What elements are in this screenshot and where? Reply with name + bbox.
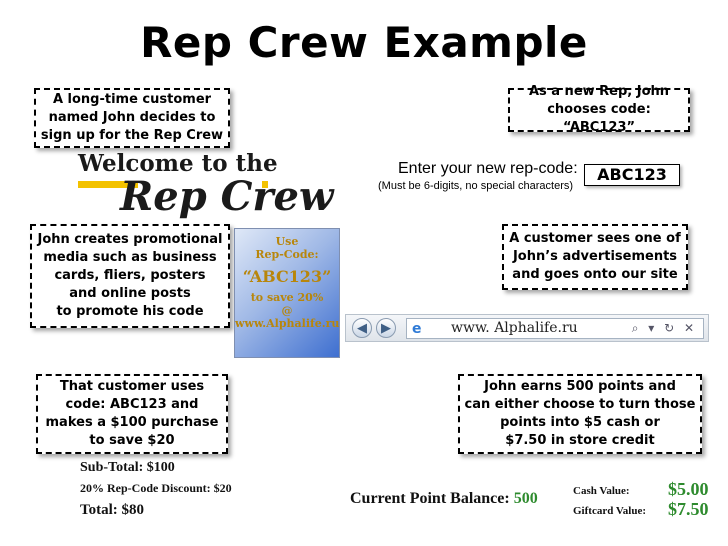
step-box-choose-code xyxy=(508,84,690,135)
repcode-prompt: Enter your new rep-code: xyxy=(398,160,578,177)
cash-value-label: Cash Value: xyxy=(573,485,630,497)
box-line: cards, fliers, posters xyxy=(54,268,206,283)
welcome-logo-line1: Welcome to the xyxy=(78,150,278,177)
flyer-code: “ABC123” xyxy=(242,267,332,286)
step-box-promote xyxy=(30,224,230,328)
box-line: John creates promotional xyxy=(37,232,223,247)
box-line: makes a $100 purchase xyxy=(45,415,219,430)
back-icon[interactable]: ◀ xyxy=(352,318,372,338)
step-box-customer-visit xyxy=(502,224,688,290)
box-line: chooses code: “ABC123” xyxy=(547,102,651,135)
box-line: sign up for the Rep Crew xyxy=(40,128,224,143)
flyer-line: to save 20% xyxy=(250,291,324,304)
box-line: named John decides to xyxy=(48,110,216,125)
box-line: and online posts xyxy=(69,286,191,301)
giftcard-value-label: Giftcard Value: xyxy=(573,505,647,517)
giftcard-value: $7.50 xyxy=(668,499,709,519)
point-balance-value: 500 xyxy=(513,490,538,507)
browser-address-bar xyxy=(345,314,709,342)
box-line: points into $5 cash or xyxy=(500,415,660,430)
point-balance xyxy=(350,490,538,508)
box-line: and goes onto our site xyxy=(512,267,678,282)
box-line: can either choose to turn those xyxy=(464,397,696,412)
box-line: $7.50 in store credit xyxy=(505,433,655,448)
address-bar-icons[interactable]: ⌕ ▾ ↻ ✕ xyxy=(631,321,697,335)
step-box-earn-points xyxy=(458,374,702,454)
flyer-url: www.Alphalife.ru xyxy=(235,317,340,330)
forward-icon[interactable]: ▶ xyxy=(376,318,396,338)
repcode-input[interactable]: ABC123 xyxy=(584,164,680,186)
box-line: John’s advertisements xyxy=(512,249,678,264)
box-line: A customer sees one of xyxy=(509,231,681,246)
flyer-line: Use xyxy=(275,235,299,248)
welcome-logo-line2: Rep Crew xyxy=(120,173,334,220)
box-line: to promote his code xyxy=(56,304,204,319)
box-line: media such as business xyxy=(43,250,217,265)
ie-icon: e xyxy=(412,321,422,337)
step-box-purchase xyxy=(36,374,228,454)
box-line: to save $20 xyxy=(89,433,175,448)
box-line: John earns 500 points and xyxy=(484,379,676,394)
flyer-line: Rep-Code: xyxy=(255,248,319,261)
discount-text: 20% Rep-Code Discount: $20 xyxy=(80,481,232,495)
step-box-signup xyxy=(34,88,230,148)
total-text: Total: $80 xyxy=(80,502,145,518)
promo-flyer xyxy=(234,228,340,358)
flyer-line: @ xyxy=(281,304,293,317)
url-text: www. Alphalife.ru xyxy=(451,320,578,336)
cash-value: $5.00 xyxy=(668,479,709,499)
box-line: That customer uses xyxy=(59,379,205,394)
box-line: code: ABC123 and xyxy=(65,397,199,412)
subtotal-text: Sub-Total: $100 xyxy=(80,460,175,475)
page-title: Rep Crew Example xyxy=(140,18,588,67)
point-balance-label: Current Point Balance: xyxy=(350,490,510,507)
repcode-hint: (Must be 6-digits, no special characters) xyxy=(378,180,574,192)
url-input[interactable] xyxy=(406,318,704,339)
box-line: A long-time customer xyxy=(52,92,212,107)
box-line: As a new Rep, John xyxy=(528,84,670,99)
